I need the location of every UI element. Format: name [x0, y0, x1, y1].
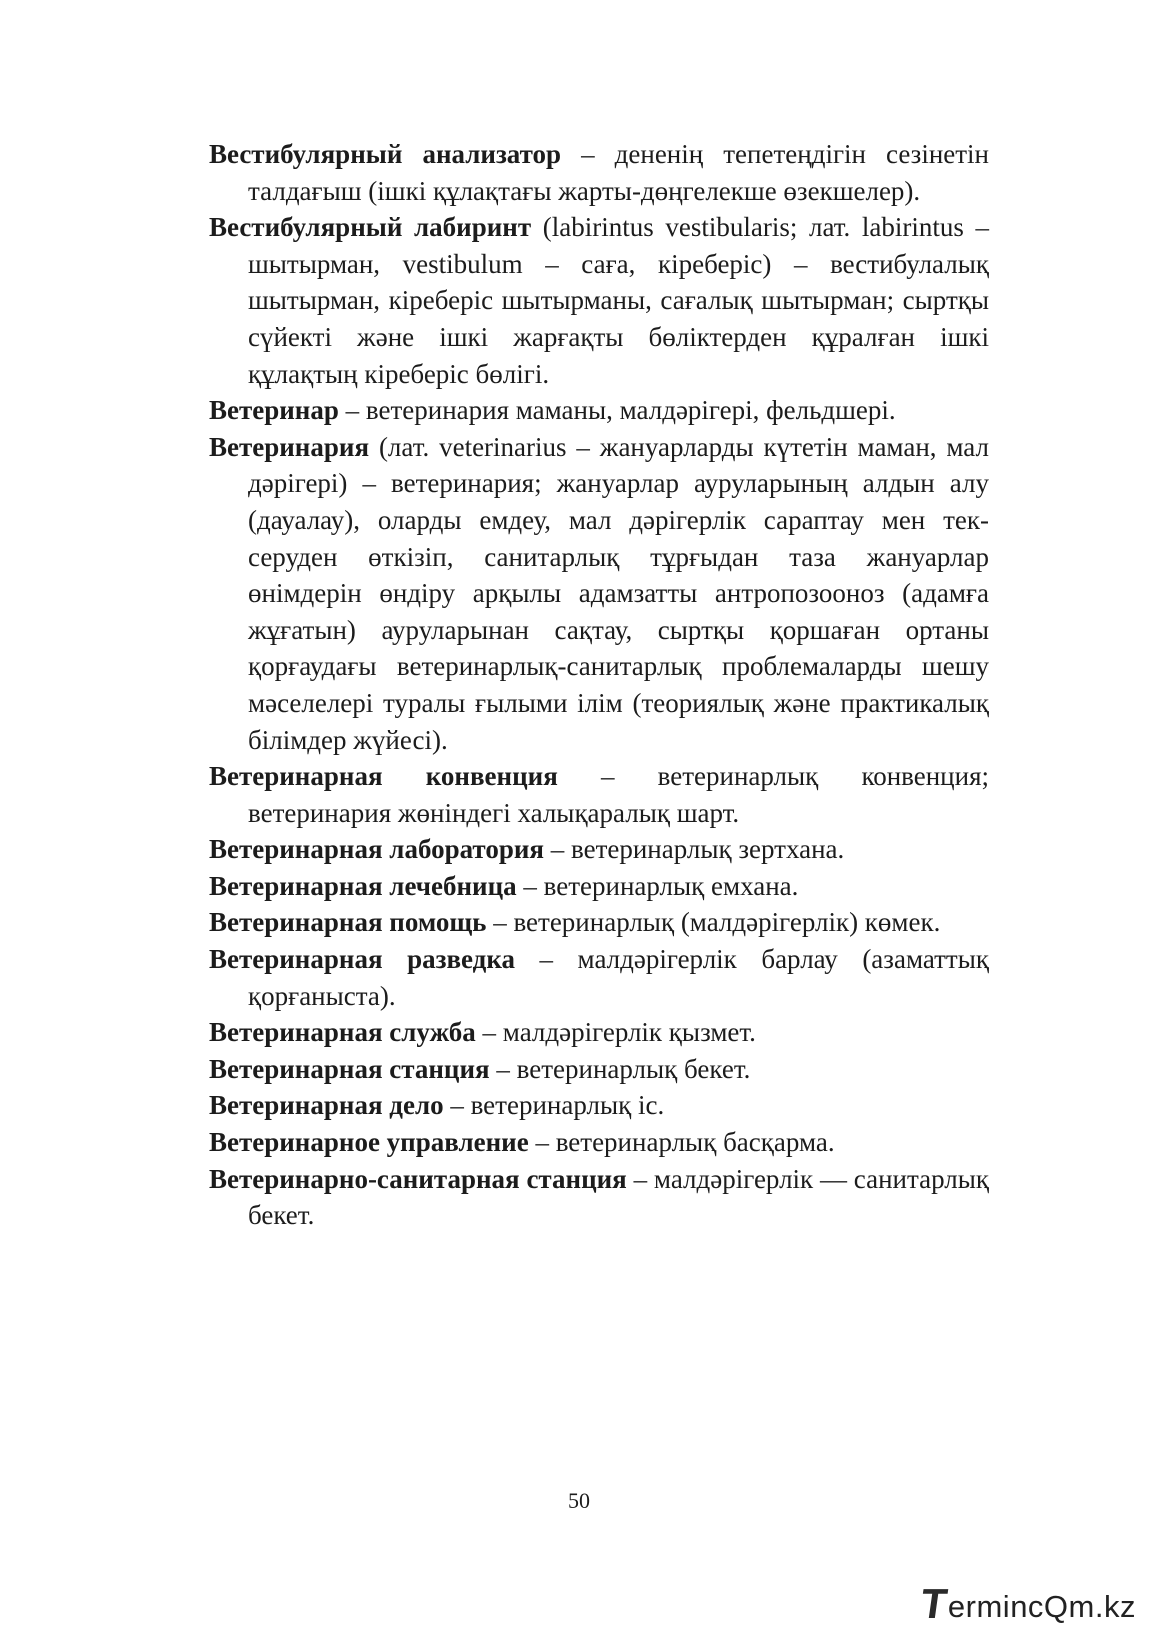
- entry-term: Ветеринарная разведка: [209, 944, 515, 975]
- entry-term: Ветеринарная лаборатория: [209, 834, 544, 865]
- entry-definition: – ветеринария маманы, малдәрігері, фельдшері.: [338, 395, 896, 426]
- entry-definition: – ветеринарлық зертхана.: [544, 834, 845, 865]
- entry-term: Ветеринария: [209, 431, 370, 462]
- entry-term: Ветеринарно-санитарная станция: [209, 1163, 627, 1194]
- dictionary-entry: [209, 429, 989, 758]
- dictionary-entry: [209, 831, 989, 868]
- dictionary-entry: [209, 1014, 989, 1051]
- entry-term: Ветеринарная конвенция: [209, 761, 558, 792]
- entry-definition: – дененің тепетеңдігін сезінетін талдағыш (ішкі құлақтағы жарты-дөңгелекше өзекшелер).: [248, 139, 989, 206]
- entry-term: Ветеринарная дело: [209, 1090, 444, 1121]
- entry-definition: – ветеринарлық бекет.: [489, 1053, 751, 1084]
- entry-term: Ветеринарная служба: [209, 1017, 476, 1048]
- entry-definition: – малдәрігерлік қызмет.: [475, 1017, 756, 1048]
- entry-definition: – малдәрігерлік — санитарлық бекет.: [248, 1163, 989, 1231]
- entry-term: Ветеринарное управление: [209, 1127, 529, 1158]
- entry-definition: (labirintus vestibularis; лат. labirintus – шытырман, vestibulum – саға, кіреберіс) – вестибулалық шытырман, кіреберіс шытырманы, сағалық шытырман; сыртқы сүйекті және ішкі жарғақты бөліктерден құралған ішкі құлақтың кіреберіс бөлігі.: [248, 212, 989, 389]
- dictionary-entry: [209, 136, 989, 209]
- dictionary-entry: [209, 392, 989, 429]
- dictionary-entry: [209, 904, 989, 941]
- dictionary-entry: [209, 209, 989, 392]
- dictionary-entry: [209, 1124, 989, 1161]
- entry-term: Вестибулярный анализатор: [209, 139, 562, 169]
- dictionary-entry: [209, 941, 989, 1014]
- entry-term: Вестибулярный лабиринт: [209, 212, 532, 243]
- entry-definition: – ветеринарлық емхана.: [516, 870, 799, 901]
- watermark-logo-letter: T: [918, 1580, 951, 1627]
- site-watermark: [918, 1580, 1136, 1627]
- entry-term: Ветеринарная помощь: [209, 907, 487, 938]
- entry-term: Ветеринар: [209, 395, 339, 426]
- watermark-text: ermincQm.kz: [947, 1589, 1136, 1624]
- page-number: 50: [568, 1488, 590, 1513]
- dictionary-entry: [209, 868, 989, 905]
- entry-term: Ветеринарная лечебница: [209, 870, 517, 901]
- dictionary-entry: [209, 758, 989, 831]
- entry-definition: (лат. veterinarius – жануарларды күтетін маман, мал дәрігері) – ветеринария; жануарлар ауруларының алдын алу (дауалау), оларды емдеу, мал дәрігерлік сараптау мен тексеруден өткізіп, санитарлық тұрғыдан таза жануарлар өнімдерін өндіру арқылы адамзатты антропозооноз (адамға жұғатын) ауруларынан сақтау, сыртқы қоршаған ортаны қорғаудағы ветеринарлық-санитарлық проблемаларды шешу мәселелері туралы ғылыми ілім (теориялық және практикалық білімдер жүйесі).: [248, 431, 989, 755]
- dictionary-page: [209, 136, 989, 1234]
- entry-term: Ветеринарная станция: [209, 1053, 490, 1084]
- dictionary-entry: [209, 1087, 989, 1124]
- entry-definition: – ветеринарлық конвенция; ветеринария жөніндегі халықаралық шарт.: [248, 761, 989, 828]
- entry-definition: – ветеринарлық (малдәрігерлік) көмек.: [486, 907, 941, 938]
- dictionary-entry: [209, 1051, 989, 1088]
- entry-definition: – малдәрігерлік барлау (азаматтық қорғаныста).: [248, 944, 989, 1011]
- dictionary-entry: [209, 1161, 989, 1234]
- entry-definition: – ветеринарлық іс.: [443, 1090, 665, 1121]
- entry-definition: – ветеринарлық басқарма.: [528, 1127, 835, 1158]
